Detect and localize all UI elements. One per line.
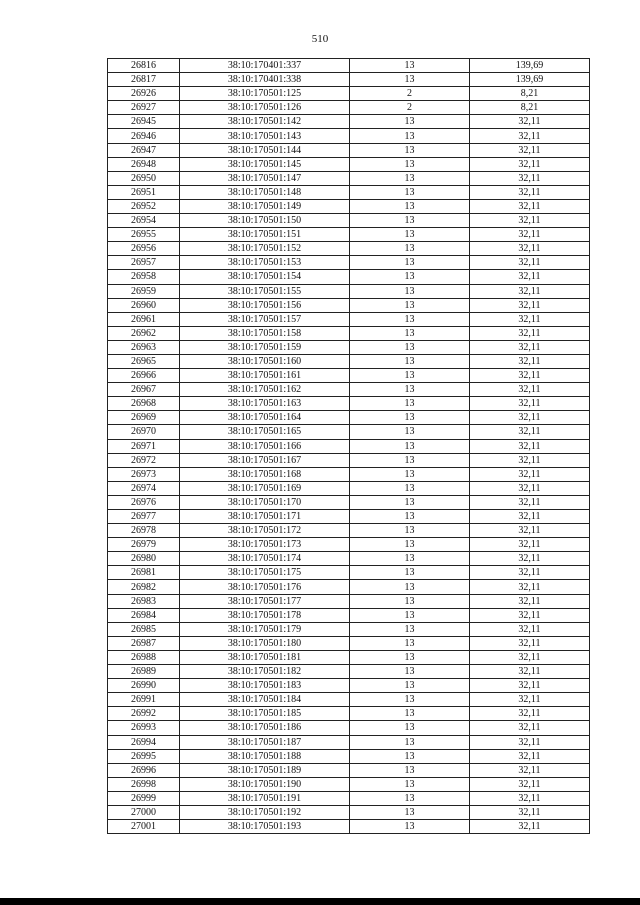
cadastral-number-cell: 38:10:170501:142 bbox=[180, 115, 350, 129]
table-row bbox=[108, 636, 590, 650]
table-row bbox=[108, 707, 590, 721]
value-cell: 139,69 bbox=[470, 59, 590, 73]
row-number-cell: 26961 bbox=[108, 312, 180, 326]
cadastral-number-cell: 38:10:170501:145 bbox=[180, 157, 350, 171]
cadastral-number-cell: 38:10:170501:162 bbox=[180, 383, 350, 397]
quantity-cell: 13 bbox=[350, 242, 470, 256]
cadastral-number-cell: 38:10:170501:178 bbox=[180, 608, 350, 622]
table-row bbox=[108, 87, 590, 101]
row-number-cell: 26981 bbox=[108, 566, 180, 580]
table-row bbox=[108, 820, 590, 834]
table-row bbox=[108, 481, 590, 495]
value-cell: 32,11 bbox=[470, 763, 590, 777]
cadastral-number-cell: 38:10:170501:148 bbox=[180, 185, 350, 199]
cadastral-number-cell: 38:10:170501:180 bbox=[180, 636, 350, 650]
value-cell: 32,11 bbox=[470, 636, 590, 650]
value-cell: 32,11 bbox=[470, 298, 590, 312]
cadastral-number-cell: 38:10:170501:176 bbox=[180, 580, 350, 594]
table-body bbox=[108, 59, 590, 834]
row-number-cell: 26984 bbox=[108, 608, 180, 622]
quantity-cell: 13 bbox=[350, 566, 470, 580]
table-row bbox=[108, 354, 590, 368]
table-row bbox=[108, 791, 590, 805]
cadastral-number-cell: 38:10:170501:156 bbox=[180, 298, 350, 312]
row-number-cell: 26970 bbox=[108, 425, 180, 439]
table-row bbox=[108, 397, 590, 411]
quantity-cell: 13 bbox=[350, 185, 470, 199]
row-number-cell: 26992 bbox=[108, 707, 180, 721]
row-number-cell: 26971 bbox=[108, 439, 180, 453]
value-cell: 32,11 bbox=[470, 383, 590, 397]
quantity-cell: 13 bbox=[350, 270, 470, 284]
row-number-cell: 26947 bbox=[108, 143, 180, 157]
quantity-cell: 13 bbox=[350, 791, 470, 805]
quantity-cell: 13 bbox=[350, 665, 470, 679]
table-row bbox=[108, 129, 590, 143]
cadastral-number-cell: 38:10:170501:164 bbox=[180, 411, 350, 425]
table-row bbox=[108, 101, 590, 115]
row-number-cell: 26978 bbox=[108, 524, 180, 538]
table-row bbox=[108, 763, 590, 777]
cadastral-number-cell: 38:10:170501:170 bbox=[180, 495, 350, 509]
row-number-cell: 26946 bbox=[108, 129, 180, 143]
value-cell: 32,11 bbox=[470, 707, 590, 721]
quantity-cell: 13 bbox=[350, 820, 470, 834]
row-number-cell: 27001 bbox=[108, 820, 180, 834]
table-row bbox=[108, 214, 590, 228]
quantity-cell: 13 bbox=[350, 538, 470, 552]
value-cell: 32,11 bbox=[470, 650, 590, 664]
value-cell: 32,11 bbox=[470, 805, 590, 819]
table-row bbox=[108, 439, 590, 453]
cadastral-number-cell: 38:10:170501:125 bbox=[180, 87, 350, 101]
row-number-cell: 26998 bbox=[108, 777, 180, 791]
cadastral-number-cell: 38:10:170501:185 bbox=[180, 707, 350, 721]
table-row bbox=[108, 340, 590, 354]
value-cell: 32,11 bbox=[470, 538, 590, 552]
row-number-cell: 26999 bbox=[108, 791, 180, 805]
table-row bbox=[108, 171, 590, 185]
value-cell: 32,11 bbox=[470, 679, 590, 693]
cadastral-number-cell: 38:10:170501:167 bbox=[180, 453, 350, 467]
quantity-cell: 13 bbox=[350, 580, 470, 594]
row-number-cell: 26972 bbox=[108, 453, 180, 467]
table-row bbox=[108, 425, 590, 439]
cadastral-number-cell: 38:10:170501:154 bbox=[180, 270, 350, 284]
quantity-cell: 13 bbox=[350, 369, 470, 383]
value-cell: 32,11 bbox=[470, 354, 590, 368]
table-row bbox=[108, 453, 590, 467]
value-cell: 32,11 bbox=[470, 171, 590, 185]
table-row bbox=[108, 256, 590, 270]
value-cell: 32,11 bbox=[470, 608, 590, 622]
value-cell: 32,11 bbox=[470, 820, 590, 834]
cadastral-number-cell: 38:10:170501:159 bbox=[180, 340, 350, 354]
quantity-cell: 13 bbox=[350, 707, 470, 721]
value-cell: 32,11 bbox=[470, 495, 590, 509]
cadastral-number-cell: 38:10:170501:166 bbox=[180, 439, 350, 453]
quantity-cell: 13 bbox=[350, 453, 470, 467]
value-cell: 32,11 bbox=[470, 439, 590, 453]
value-cell: 32,11 bbox=[470, 481, 590, 495]
row-number-cell: 26969 bbox=[108, 411, 180, 425]
quantity-cell: 2 bbox=[350, 87, 470, 101]
quantity-cell: 13 bbox=[350, 59, 470, 73]
value-cell: 32,11 bbox=[470, 622, 590, 636]
quantity-cell: 13 bbox=[350, 143, 470, 157]
cadastral-number-cell: 38:10:170501:182 bbox=[180, 665, 350, 679]
table-row bbox=[108, 228, 590, 242]
data-table-container bbox=[107, 58, 590, 834]
row-number-cell: 26963 bbox=[108, 340, 180, 354]
table-row bbox=[108, 679, 590, 693]
value-cell: 32,11 bbox=[470, 777, 590, 791]
table-row bbox=[108, 284, 590, 298]
cadastral-number-cell: 38:10:170501:173 bbox=[180, 538, 350, 552]
table-row bbox=[108, 143, 590, 157]
table-row bbox=[108, 73, 590, 87]
row-number-cell: 26993 bbox=[108, 721, 180, 735]
quantity-cell: 13 bbox=[350, 495, 470, 509]
value-cell: 32,11 bbox=[470, 453, 590, 467]
value-cell: 32,11 bbox=[470, 467, 590, 481]
row-number-cell: 26990 bbox=[108, 679, 180, 693]
value-cell: 32,11 bbox=[470, 510, 590, 524]
page-number: 510 bbox=[311, 33, 329, 45]
row-number-cell: 26996 bbox=[108, 763, 180, 777]
table-row bbox=[108, 777, 590, 791]
row-number-cell: 26973 bbox=[108, 467, 180, 481]
quantity-cell: 13 bbox=[350, 312, 470, 326]
cadastral-number-cell: 38:10:170501:165 bbox=[180, 425, 350, 439]
table-row bbox=[108, 594, 590, 608]
table-row bbox=[108, 369, 590, 383]
row-number-cell: 26977 bbox=[108, 510, 180, 524]
row-number-cell: 26950 bbox=[108, 171, 180, 185]
table-row bbox=[108, 115, 590, 129]
table-row bbox=[108, 580, 590, 594]
table-row bbox=[108, 242, 590, 256]
row-number-cell: 26817 bbox=[108, 73, 180, 87]
table-row bbox=[108, 749, 590, 763]
row-number-cell: 26994 bbox=[108, 735, 180, 749]
cadastral-number-cell: 38:10:170501:181 bbox=[180, 650, 350, 664]
quantity-cell: 13 bbox=[350, 214, 470, 228]
cadastral-number-cell: 38:10:170401:338 bbox=[180, 73, 350, 87]
value-cell: 32,11 bbox=[470, 791, 590, 805]
row-number-cell: 27000 bbox=[108, 805, 180, 819]
quantity-cell: 13 bbox=[350, 805, 470, 819]
value-cell: 32,11 bbox=[470, 326, 590, 340]
quantity-cell: 13 bbox=[350, 439, 470, 453]
cadastral-number-cell: 38:10:170501:168 bbox=[180, 467, 350, 481]
row-number-cell: 26955 bbox=[108, 228, 180, 242]
table-row bbox=[108, 185, 590, 199]
quantity-cell: 13 bbox=[350, 735, 470, 749]
quantity-cell: 13 bbox=[350, 326, 470, 340]
quantity-cell: 13 bbox=[350, 510, 470, 524]
table-row bbox=[108, 157, 590, 171]
value-cell: 32,11 bbox=[470, 665, 590, 679]
table-row bbox=[108, 665, 590, 679]
value-cell: 32,11 bbox=[470, 270, 590, 284]
value-cell: 32,11 bbox=[470, 115, 590, 129]
table-row bbox=[108, 693, 590, 707]
table-row bbox=[108, 510, 590, 524]
table-row bbox=[108, 270, 590, 284]
row-number-cell: 26989 bbox=[108, 665, 180, 679]
cadastral-number-cell: 38:10:170501:157 bbox=[180, 312, 350, 326]
value-cell: 32,11 bbox=[470, 214, 590, 228]
quantity-cell: 13 bbox=[350, 256, 470, 270]
table-row bbox=[108, 622, 590, 636]
row-number-cell: 26995 bbox=[108, 749, 180, 763]
table-row bbox=[108, 552, 590, 566]
quantity-cell: 13 bbox=[350, 721, 470, 735]
quantity-cell: 13 bbox=[350, 594, 470, 608]
quantity-cell: 13 bbox=[350, 340, 470, 354]
quantity-cell: 13 bbox=[350, 129, 470, 143]
row-number-cell: 26965 bbox=[108, 354, 180, 368]
value-cell: 32,11 bbox=[470, 524, 590, 538]
cadastral-number-cell: 38:10:170501:161 bbox=[180, 369, 350, 383]
cadastral-number-cell: 38:10:170501:171 bbox=[180, 510, 350, 524]
quantity-cell: 13 bbox=[350, 749, 470, 763]
row-number-cell: 26958 bbox=[108, 270, 180, 284]
table-row bbox=[108, 312, 590, 326]
cadastral-number-cell: 38:10:170501:177 bbox=[180, 594, 350, 608]
row-number-cell: 26991 bbox=[108, 693, 180, 707]
cadastral-number-cell: 38:10:170501:179 bbox=[180, 622, 350, 636]
table-row bbox=[108, 467, 590, 481]
quantity-cell: 2 bbox=[350, 101, 470, 115]
row-number-cell: 26980 bbox=[108, 552, 180, 566]
quantity-cell: 13 bbox=[350, 467, 470, 481]
row-number-cell: 26959 bbox=[108, 284, 180, 298]
row-number-cell: 26976 bbox=[108, 495, 180, 509]
row-number-cell: 26927 bbox=[108, 101, 180, 115]
row-number-cell: 26952 bbox=[108, 199, 180, 213]
quantity-cell: 13 bbox=[350, 552, 470, 566]
quantity-cell: 13 bbox=[350, 298, 470, 312]
value-cell: 32,11 bbox=[470, 566, 590, 580]
row-number-cell: 26948 bbox=[108, 157, 180, 171]
value-cell: 32,11 bbox=[470, 552, 590, 566]
quantity-cell: 13 bbox=[350, 679, 470, 693]
row-number-cell: 26974 bbox=[108, 481, 180, 495]
cadastral-number-cell: 38:10:170501:188 bbox=[180, 749, 350, 763]
value-cell: 32,11 bbox=[470, 228, 590, 242]
table-row bbox=[108, 538, 590, 552]
cadastral-number-cell: 38:10:170501:126 bbox=[180, 101, 350, 115]
row-number-cell: 26956 bbox=[108, 242, 180, 256]
quantity-cell: 13 bbox=[350, 524, 470, 538]
value-cell: 32,11 bbox=[470, 749, 590, 763]
table-row bbox=[108, 411, 590, 425]
table-row bbox=[108, 383, 590, 397]
cadastral-number-cell: 38:10:170501:149 bbox=[180, 199, 350, 213]
scan-bottom-edge bbox=[0, 898, 640, 905]
row-number-cell: 26983 bbox=[108, 594, 180, 608]
row-number-cell: 26987 bbox=[108, 636, 180, 650]
cadastral-number-cell: 38:10:170501:190 bbox=[180, 777, 350, 791]
table-row bbox=[108, 59, 590, 73]
cadastral-number-cell: 38:10:170501:169 bbox=[180, 481, 350, 495]
quantity-cell: 13 bbox=[350, 354, 470, 368]
row-number-cell: 26967 bbox=[108, 383, 180, 397]
row-number-cell: 26960 bbox=[108, 298, 180, 312]
quantity-cell: 13 bbox=[350, 411, 470, 425]
value-cell: 32,11 bbox=[470, 157, 590, 171]
table-row bbox=[108, 566, 590, 580]
value-cell: 32,11 bbox=[470, 129, 590, 143]
row-number-cell: 26962 bbox=[108, 326, 180, 340]
cadastral-number-cell: 38:10:170501:192 bbox=[180, 805, 350, 819]
value-cell: 32,11 bbox=[470, 312, 590, 326]
table-row bbox=[108, 298, 590, 312]
table-row bbox=[108, 608, 590, 622]
cadastral-number-cell: 38:10:170501:163 bbox=[180, 397, 350, 411]
cadastral-number-cell: 38:10:170501:150 bbox=[180, 214, 350, 228]
table-row bbox=[108, 650, 590, 664]
value-cell: 32,11 bbox=[470, 735, 590, 749]
value-cell: 139,69 bbox=[470, 73, 590, 87]
value-cell: 32,11 bbox=[470, 185, 590, 199]
row-number-cell: 26985 bbox=[108, 622, 180, 636]
row-number-cell: 26816 bbox=[108, 59, 180, 73]
value-cell: 32,11 bbox=[470, 721, 590, 735]
value-cell: 32,11 bbox=[470, 693, 590, 707]
quantity-cell: 13 bbox=[350, 73, 470, 87]
cadastral-number-cell: 38:10:170501:184 bbox=[180, 693, 350, 707]
data-table bbox=[107, 58, 590, 834]
value-cell: 32,11 bbox=[470, 580, 590, 594]
value-cell: 32,11 bbox=[470, 397, 590, 411]
row-number-cell: 26926 bbox=[108, 87, 180, 101]
quantity-cell: 13 bbox=[350, 157, 470, 171]
cadastral-number-cell: 38:10:170501:158 bbox=[180, 326, 350, 340]
table-row bbox=[108, 495, 590, 509]
quantity-cell: 13 bbox=[350, 171, 470, 185]
row-number-cell: 26982 bbox=[108, 580, 180, 594]
value-cell: 32,11 bbox=[470, 199, 590, 213]
cadastral-number-cell: 38:10:170501:191 bbox=[180, 791, 350, 805]
quantity-cell: 13 bbox=[350, 777, 470, 791]
row-number-cell: 26968 bbox=[108, 397, 180, 411]
quantity-cell: 13 bbox=[350, 622, 470, 636]
table-row bbox=[108, 721, 590, 735]
cadastral-number-cell: 38:10:170501:175 bbox=[180, 566, 350, 580]
cadastral-number-cell: 38:10:170501:189 bbox=[180, 763, 350, 777]
row-number-cell: 26957 bbox=[108, 256, 180, 270]
cadastral-number-cell: 38:10:170501:186 bbox=[180, 721, 350, 735]
value-cell: 32,11 bbox=[470, 143, 590, 157]
value-cell: 32,11 bbox=[470, 242, 590, 256]
table-row bbox=[108, 805, 590, 819]
cadastral-number-cell: 38:10:170501:193 bbox=[180, 820, 350, 834]
cadastral-number-cell: 38:10:170501:152 bbox=[180, 242, 350, 256]
value-cell: 32,11 bbox=[470, 369, 590, 383]
quantity-cell: 13 bbox=[350, 608, 470, 622]
value-cell: 32,11 bbox=[470, 425, 590, 439]
quantity-cell: 13 bbox=[350, 763, 470, 777]
quantity-cell: 13 bbox=[350, 425, 470, 439]
quantity-cell: 13 bbox=[350, 115, 470, 129]
cadastral-number-cell: 38:10:170501:143 bbox=[180, 129, 350, 143]
value-cell: 32,11 bbox=[470, 340, 590, 354]
cadastral-number-cell: 38:10:170501:153 bbox=[180, 256, 350, 270]
cadastral-number-cell: 38:10:170501:144 bbox=[180, 143, 350, 157]
cadastral-number-cell: 38:10:170501:172 bbox=[180, 524, 350, 538]
quantity-cell: 13 bbox=[350, 693, 470, 707]
row-number-cell: 26988 bbox=[108, 650, 180, 664]
value-cell: 32,11 bbox=[470, 256, 590, 270]
cadastral-number-cell: 38:10:170501:147 bbox=[180, 171, 350, 185]
quantity-cell: 13 bbox=[350, 397, 470, 411]
row-number-cell: 26945 bbox=[108, 115, 180, 129]
row-number-cell: 26966 bbox=[108, 369, 180, 383]
table-row bbox=[108, 199, 590, 213]
cadastral-number-cell: 38:10:170501:187 bbox=[180, 735, 350, 749]
quantity-cell: 13 bbox=[350, 383, 470, 397]
quantity-cell: 13 bbox=[350, 650, 470, 664]
cadastral-number-cell: 38:10:170501:155 bbox=[180, 284, 350, 298]
value-cell: 32,11 bbox=[470, 284, 590, 298]
cadastral-number-cell: 38:10:170501:151 bbox=[180, 228, 350, 242]
value-cell: 8,21 bbox=[470, 87, 590, 101]
quantity-cell: 13 bbox=[350, 228, 470, 242]
row-number-cell: 26954 bbox=[108, 214, 180, 228]
cadastral-number-cell: 38:10:170501:160 bbox=[180, 354, 350, 368]
quantity-cell: 13 bbox=[350, 284, 470, 298]
row-number-cell: 26951 bbox=[108, 185, 180, 199]
row-number-cell: 26979 bbox=[108, 538, 180, 552]
table-row bbox=[108, 735, 590, 749]
cadastral-number-cell: 38:10:170401:337 bbox=[180, 59, 350, 73]
cadastral-number-cell: 38:10:170501:183 bbox=[180, 679, 350, 693]
table-row bbox=[108, 524, 590, 538]
quantity-cell: 13 bbox=[350, 481, 470, 495]
table-row bbox=[108, 326, 590, 340]
value-cell: 32,11 bbox=[470, 594, 590, 608]
quantity-cell: 13 bbox=[350, 199, 470, 213]
value-cell: 32,11 bbox=[470, 411, 590, 425]
quantity-cell: 13 bbox=[350, 636, 470, 650]
cadastral-number-cell: 38:10:170501:174 bbox=[180, 552, 350, 566]
value-cell: 8,21 bbox=[470, 101, 590, 115]
